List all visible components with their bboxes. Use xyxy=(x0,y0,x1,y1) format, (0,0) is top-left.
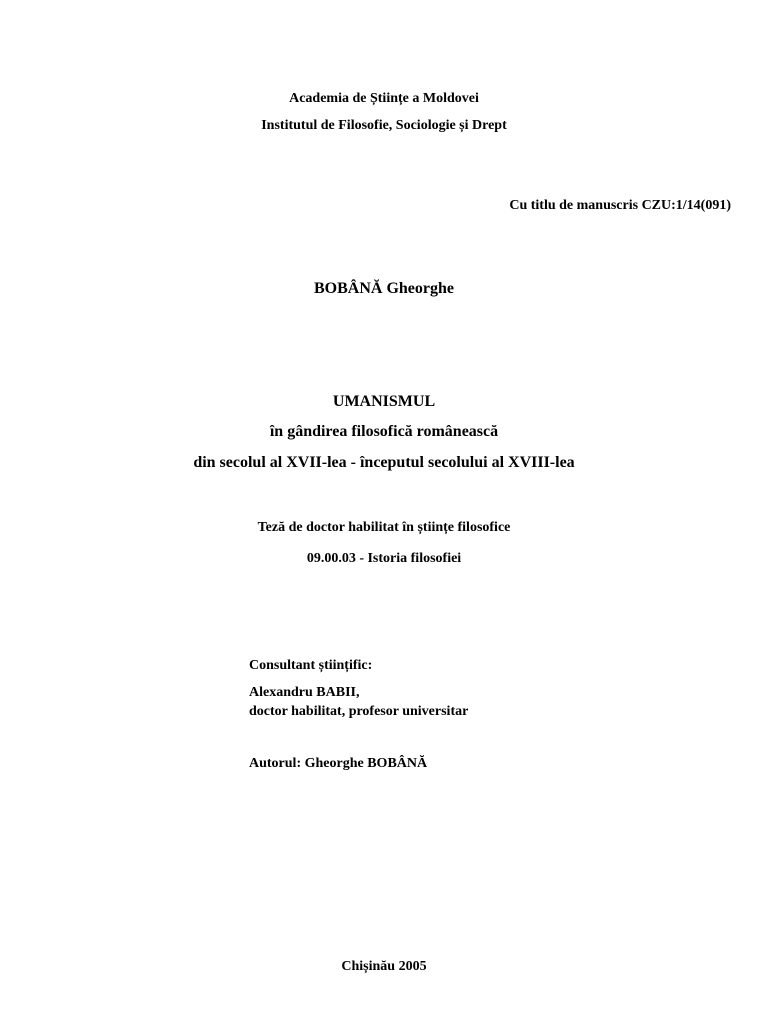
thesis-title-line-3: din secolul al XVII-lea - începutul secolului al XVIII-lea xyxy=(193,454,575,471)
institute-name: Institutul de Filosofie, Sociologie și Drept xyxy=(261,118,507,133)
author-heading: BOBÂNĂ Gheorghe xyxy=(314,280,454,297)
thesis-type: Teză de doctor habilitat în științe filosofice xyxy=(257,520,511,535)
consultant-title: doctor habilitat, profesor universitar xyxy=(249,704,469,719)
manuscript-note: Cu titlu de manuscris CZU:1/14(091) xyxy=(509,198,731,213)
thesis-specialty: 09.00.03 - Istoria filosofiei xyxy=(306,551,462,566)
consultant-label: Consultant științific: xyxy=(249,658,373,673)
consultant-name: Alexandru BABII, xyxy=(249,685,360,700)
author-line: Autorul: Gheorghe BOBÂNĂ xyxy=(249,756,428,771)
place-and-year: Chișinău 2005 xyxy=(341,959,427,974)
academy-name: Academia de Științe a Moldovei xyxy=(289,91,479,106)
thesis-title-line-1: UMANISMUL xyxy=(332,393,436,410)
thesis-title-line-2: în gândirea filosofică românească xyxy=(269,423,499,440)
